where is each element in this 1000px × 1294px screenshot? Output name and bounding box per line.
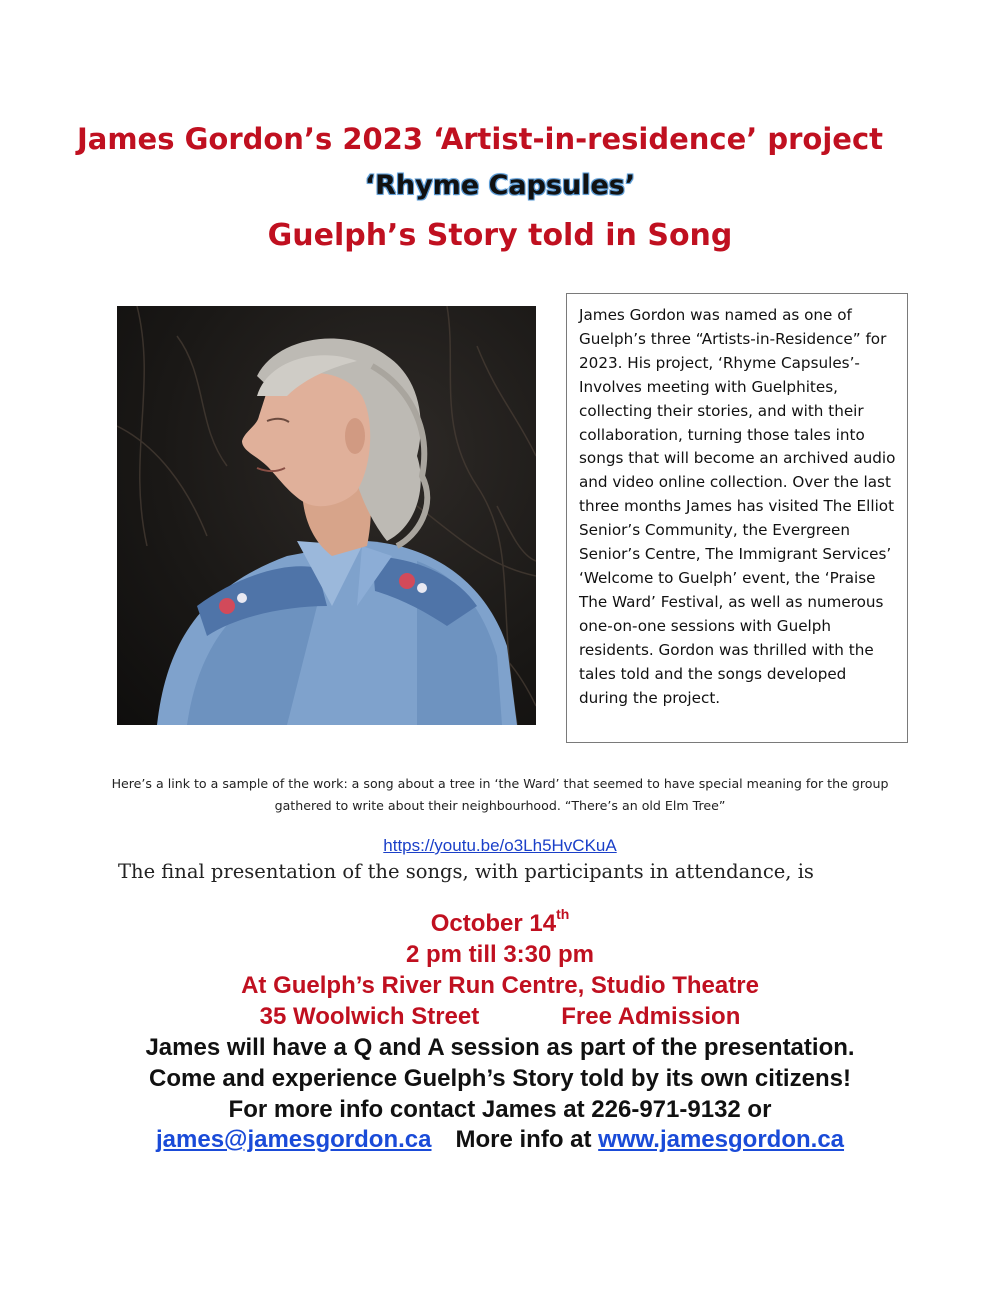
links-row xyxy=(0,1126,1000,1154)
event-address: 35 Woolwich Street xyxy=(259,1003,480,1030)
contact-note: For more info contact James at 226-971-9132 or xyxy=(228,1096,772,1123)
headline-rhyme-capsules: ‘Rhyme Capsules’ xyxy=(364,170,636,201)
more-info-label: More info at xyxy=(455,1126,592,1153)
headline-project: James Gordon’s 2023 ‘Artist-in-residence’ project xyxy=(76,122,884,156)
headline-story-in-song: Guelph’s Story told in Song xyxy=(267,218,733,253)
experience-note: Come and experience Guelph’s Story told by its own citizens! xyxy=(149,1065,851,1092)
event-date-suffix: th xyxy=(556,906,570,922)
qa-note: James will have a Q and A session as part of the presentation. xyxy=(145,1034,855,1061)
event-admission: Free Admission xyxy=(561,1003,741,1030)
event-address-row xyxy=(0,1003,1000,1031)
bio-text: James Gordon was named as one of Guelph’s three “Artists-in-Residence” for 2023. His project, ‘Rhyme Capsules’- Involves meeting with Guelphites, collecting their stories, and with their collaboration, turning those tales into songs that will become an archived audio and video online collection. Over the last three months James has visited The Elliot Senior’s Community, the Evergreen Senior’s Centre, The Immigrant Services’ ‘Welcome to Guelph’ event, the ‘Praise The Ward’ Festival, as well as numerous one-on-one sessions with Guelph residents. Gordon was thrilled with the tales told and the songs developed during the project. xyxy=(579,306,896,707)
sample-note: Here’s a link to a sample of the work: a song about a tree in ‘the Ward’ that seemed to have special meaning for the group gathered to write about their neighbourhood. “There’s an old Elm Tree” xyxy=(111,776,889,813)
bio-box xyxy=(566,293,908,743)
presentation-intro: The final presentation of the songs, with participants in attendance, is xyxy=(118,860,814,883)
email-link[interactable]: james@jamesgordon.ca xyxy=(155,1126,432,1153)
event-venue: At Guelph’s River Run Centre, Studio Theatre xyxy=(241,972,759,999)
video-link[interactable]: https://youtu.be/o3Lh5HvCKuA xyxy=(383,836,617,855)
event-date xyxy=(0,906,1000,938)
event-date-text: October 14 xyxy=(430,910,557,937)
event-time: 2 pm till 3:30 pm xyxy=(405,941,595,968)
portrait-photo xyxy=(117,306,536,725)
website-link[interactable]: www.jamesgordon.ca xyxy=(598,1126,845,1153)
